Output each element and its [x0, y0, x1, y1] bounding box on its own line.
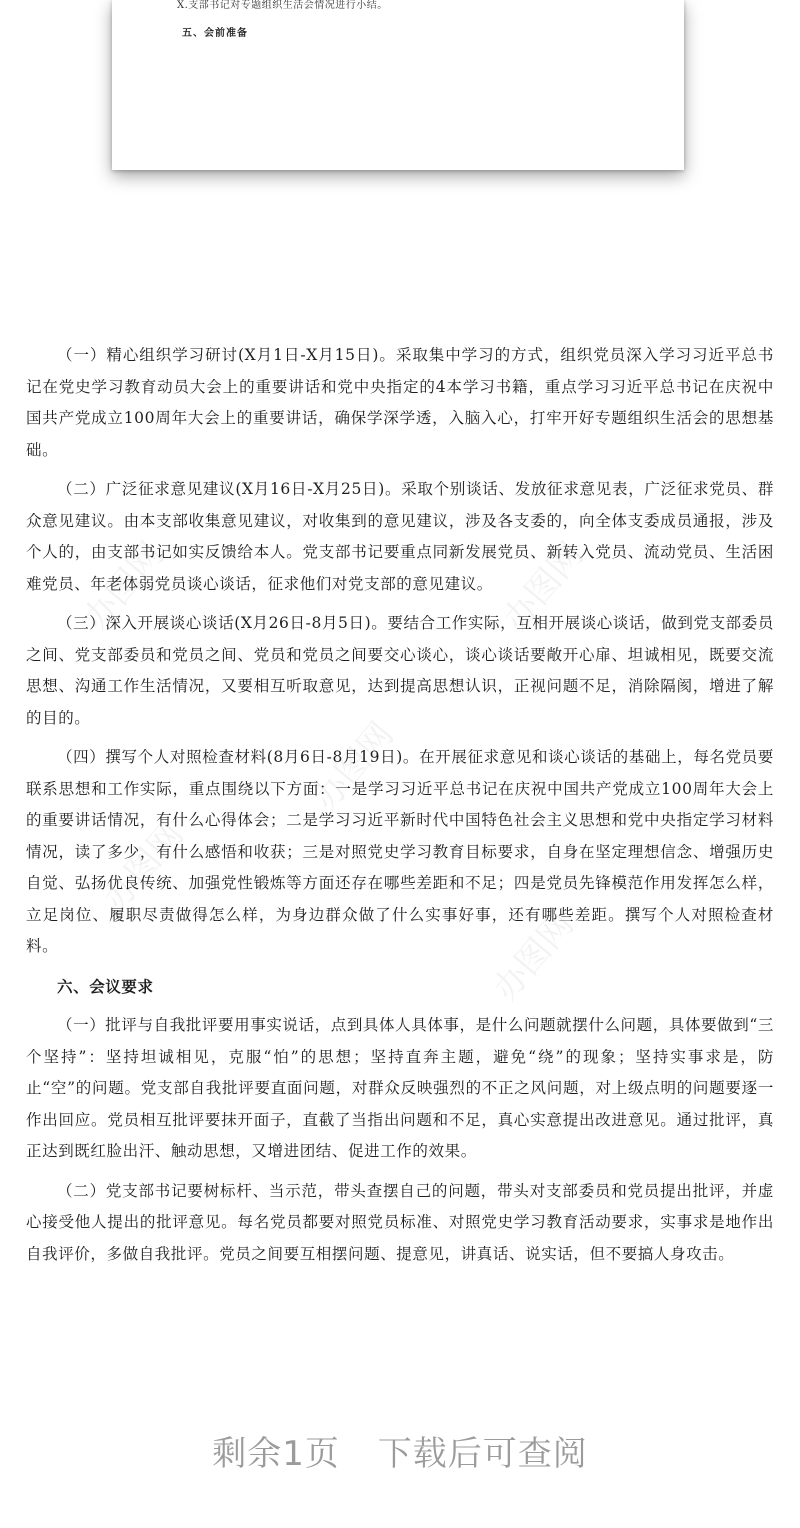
watermark: 办图网 [485, 904, 582, 1009]
watermark: 办图网 [495, 534, 592, 639]
paragraph-study: （一）精心组织学习研讨(X月1日-X月15日)。采取集中学习的方式，组织党员深入学习习近平总书记在党史学习教育动员大会上的重要讲话和党中央指定的4本学习书籍，重点学习习近平总书记在庆祝中国共产党成立100周年大会上的重要讲话，确保学深学透，入脑入心，打牢开好专题组织生活会的思想基础。 [26, 346, 774, 459]
preview-last-line: X.支部书记对专题组织生活会情况进行小结。 [177, 0, 388, 11]
paragraph-criticism: （一）批评与自我批评要用事实说话，点到具体人具体事，是什么问题就摆什么问题，具体要做到“三个坚持”：坚持坦诚相见，克服“怕”的思想；坚持直奔主题，避免“绕”的现象；坚持实事求是，防止“空”的问题。党支部自我批评要直面问题，对群众反映强烈的不正之风问题，对上级点明的问题要逐一作出回应。党员相互批评要抹开面子，直截了当指出问题和不足，真心实意提出改进意见。通过批评，真正达到既红脸出汗、触动思想，又增进团结、促进工作的效果。 [26, 1016, 774, 1160]
watermark: 办图网 [305, 714, 402, 819]
document-body [26, 340, 774, 1278]
download-notice[interactable] [0, 1426, 800, 1475]
watermark: 办图网 [95, 814, 192, 919]
remaining-pages-label: 剩余1页 [212, 1434, 340, 1474]
section-heading-requirements: 六、会议要求 [57, 976, 154, 996]
paragraph-secretary: （二）党支部书记要树标杆、当示范，带头查摆自己的问题，带头对支部委员和党员提出批评，并虚心接受他人提出的批评意见。每名党员都要对照党员标准、对照党史学习教育活动要求，实事求是地作出自我评价，多做自我批评。党员之间要互相摆问题、提意见，讲真话、说实话，但不要搞人身攻击。 [26, 1181, 774, 1263]
watermark: 办图网 [75, 534, 172, 639]
preview-section-heading: 五、会前准备 [182, 28, 248, 39]
paragraph-talks: （三）深入开展谈心谈话(X月26日-8月5日)。要结合工作实际，互相开展谈心谈话，做到党支部委员之间、党支部委员和党员之间、党员和党员之间要交心谈心，谈心谈话要敞开心扉、坦诚相见，既要交流思想、沟通工作生活情况，又要相互听取意见，达到提高思想认识，正视问题不足，消除隔阂，增进了解的目的。 [26, 614, 774, 727]
download-label: 下载后可查阅 [377, 1434, 588, 1474]
document-preview-card [112, 0, 684, 170]
paragraph-opinions: （二）广泛征求意见建议(X月16日-X月25日)。采取个别谈话、发放征求意见表，广泛征求党员、群众意见建议。由本支部收集意见建议，对收集到的意见建议，涉及各支委的，向全体支委成员通报，涉及个人的，由支部书记如实反馈给本人。党支部书记要重点同新发展党员、新转入党员、流动党员、生活困难党员、年老体弱党员谈心谈话，征求他们对党支部的意见建议。 [26, 480, 774, 593]
paragraph-self-review: （四）撰写个人对照检查材料(8月6日-8月19日)。在开展征求意见和谈心谈话的基础上，每名党员要联系思想和工作实际，重点围绕以下方面：一是学习习近平总书记在庆祝中国共产党成立100周年大会上的重要讲话情况，有什么心得体会；二是学习习近平新时代中国特色社会主义思想和党中央指定学习材料情况，读了多少，有什么感悟和收获；三是对照党史学习教育目标要求，自身在坚定理想信念、增强历史自觉、弘扬优良传统、加强党性锻炼等方面还存在哪些差距和不足；四是党员先锋模范作用发挥怎么样，立足岗位、履职尽责做得怎么样，为身边群众做了什么实事好事，还有哪些差距。撰写个人对照检查材料。 [26, 748, 774, 955]
